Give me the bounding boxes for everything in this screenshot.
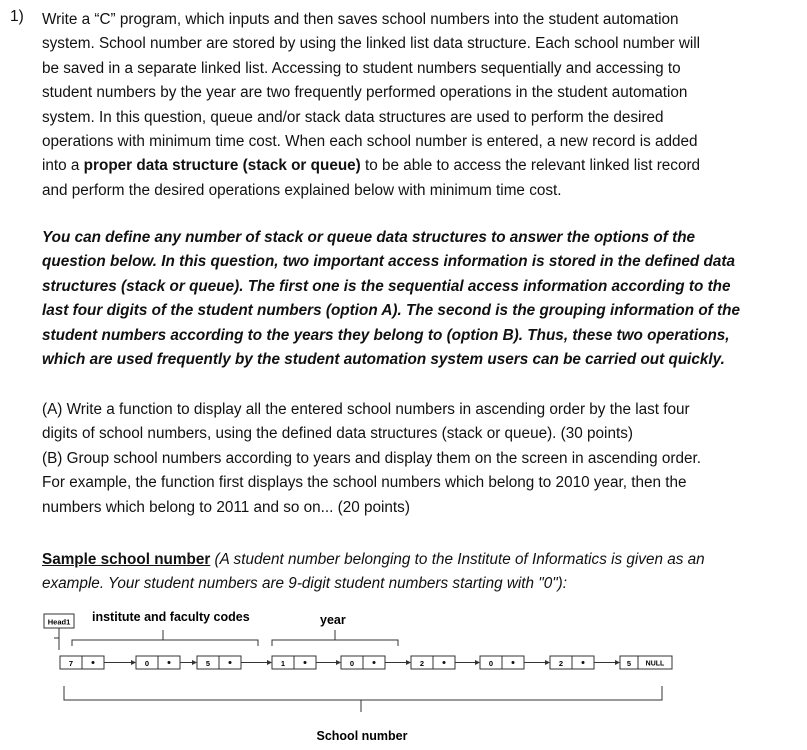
list-node: [480, 656, 524, 669]
text-line: You can define any number of stack or queue data structures to answer the options of the: [42, 229, 696, 246]
text-line: system. In this question, queue and/or stack data structures are used to perform the desired: [42, 108, 664, 126]
text-line: be saved in a separate linked list. Accessing to student numbers sequentially and accessing to: [42, 59, 681, 77]
text-line: (A) Write a function to display all the entered school numbers in ascending order by the last four: [42, 401, 690, 418]
question-number: 1): [10, 8, 24, 25]
node-value: 0: [349, 659, 355, 668]
arrow-head: [406, 660, 411, 665]
arrow-head: [475, 660, 480, 665]
arrow-head: [336, 660, 341, 665]
arrow-head: [267, 660, 272, 665]
text-line: last four digits of the student numbers (option A). The second is the grouping information of the: [42, 302, 740, 320]
text-line: which are used frequently by the student automation system users can be carried out quickly.: [42, 351, 725, 369]
list-node: [136, 656, 180, 669]
sample-label: Sample school number: [42, 551, 211, 568]
question-paragraph-2: [42, 226, 742, 372]
list-node: [341, 656, 385, 669]
institute-brace: [72, 640, 258, 646]
text-line: [42, 548, 742, 572]
group-label-institute: institute and faculty codes: [92, 610, 250, 624]
text-line: student numbers according to the years they belong to (option B). Thus, these two operations,: [42, 326, 730, 344]
node-value: 2: [419, 659, 425, 668]
text-line: student numbers by the year are two frequently performed operations in the student automation: [42, 84, 688, 102]
node-list: [60, 656, 672, 669]
list-node: [411, 656, 455, 669]
text-line: example. Your student numbers are 9-digit student numbers starting with "0"):: [42, 575, 567, 593]
text-line: question below. In this question, two important access information is stored in the defined data: [42, 253, 735, 271]
text-line: system. School number are stored by using the linked list data structure. Each school number will: [42, 35, 701, 53]
list-node: [550, 656, 594, 669]
school-number-brace: [64, 686, 662, 700]
question-paragraph-1: [42, 8, 742, 203]
text-line: Write a “C” program, which inputs and then saves school numbers into the student automation: [42, 11, 679, 28]
text-segment: (A student number belonging to the Institute of Informatics is given as an: [210, 551, 705, 568]
linked-list-diagram: [0, 600, 807, 750]
school-number-label: School number: [316, 729, 408, 743]
node-value: 5: [626, 659, 632, 668]
text-line: numbers which belong to 2011 and so on... (20 points): [42, 498, 410, 516]
node-value: 5: [205, 659, 211, 668]
node-value: 2: [558, 659, 564, 668]
null-label: NULL: [645, 660, 665, 668]
node-value: 7: [68, 659, 74, 668]
arrow-head: [545, 660, 550, 665]
text-line: For example, the function first displays the school numbers which belong to 2010 year, then the: [42, 474, 687, 492]
list-node-last: [620, 656, 672, 669]
arrow-head: [131, 660, 136, 665]
text-line: structures (stack or queue). The first one is the sequential access information according to the: [42, 277, 731, 295]
text-line: digits of school numbers, using the defined data structures (stack or queue). (30 points): [42, 425, 633, 443]
node-value: 0: [144, 659, 150, 668]
text-line: operations with minimum time cost. When each school number is entered, a new record is added: [42, 133, 698, 151]
text-segment: into a: [42, 157, 84, 175]
emphasis-text: proper data structure (stack or queue): [83, 157, 361, 175]
question-paragraph-4: [42, 548, 742, 597]
arrow-head: [615, 660, 620, 665]
year-brace: [272, 640, 398, 646]
list-node: [60, 656, 104, 669]
list-node: [272, 656, 316, 669]
text-line: and perform the desired operations explained below with minimum time cost.: [42, 181, 562, 199]
head-label: Head1: [47, 617, 71, 627]
list-node: [197, 656, 241, 669]
text-line: (B) Group school numbers according to years and display them on the screen in ascending order.: [42, 449, 701, 467]
node-value: 1: [280, 659, 286, 668]
text-line: [42, 154, 742, 178]
text-segment: to be able to access the relevant linked list record: [360, 157, 701, 175]
group-label-year: year: [320, 613, 346, 627]
question-paragraph-3: [42, 398, 742, 520]
node-value: 0: [488, 659, 494, 668]
arrow-head: [192, 660, 197, 665]
